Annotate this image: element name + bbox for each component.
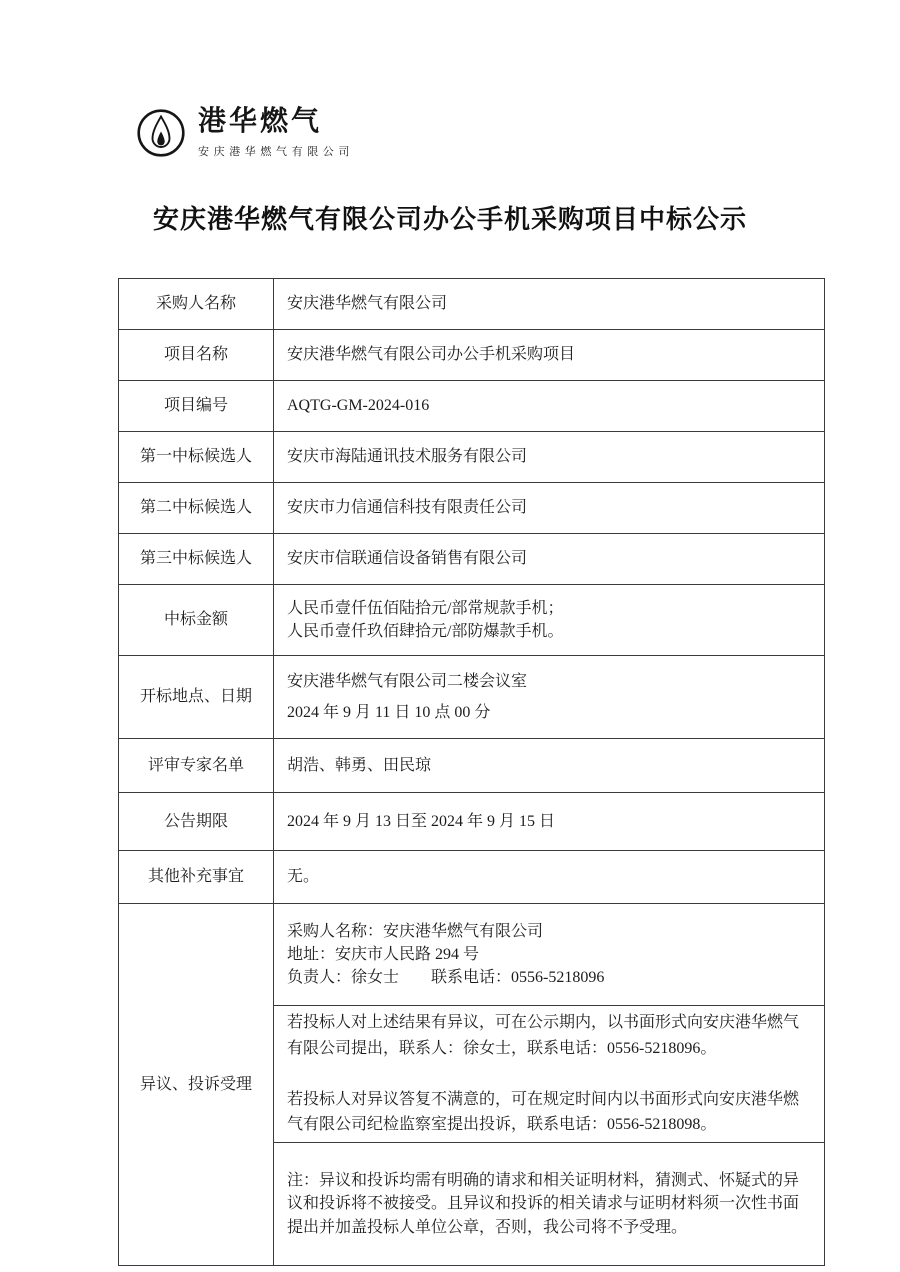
row-value xyxy=(274,656,825,739)
value-line: 人民币壹仟伍佰陆拾元/部常规款手机； xyxy=(287,599,564,617)
row-value: 安庆市海陆通讯技术服务有限公司 xyxy=(274,432,825,483)
row-label: 项目名称 xyxy=(119,330,274,381)
row-value xyxy=(274,585,825,656)
table-row-candidate-2 xyxy=(119,483,825,534)
row-value-note: 注：异议和投诉均需有明确的请求和相关证明材料，猜测式、怀疑式的异议和投诉将不被接受。且异议和投诉的相关请求与证明材料须一次性书面提出并加盖投标人单位公章，否则，我公司将不予受理。 xyxy=(274,1143,825,1266)
page-title: 安庆港华燃气有限公司办公手机采购项目中标公示 xyxy=(152,205,747,234)
table-row-purchaser xyxy=(119,279,825,330)
table-row-announcement-period xyxy=(119,793,825,851)
row-value: 安庆港华燃气有限公司办公手机采购项目 xyxy=(274,330,825,381)
row-label: 采购人名称 xyxy=(119,279,274,330)
row-label: 项目编号 xyxy=(119,381,274,432)
row-label: 第二中标候选人 xyxy=(119,483,274,534)
row-value: 胡浩、韩勇、田民琼 xyxy=(274,739,825,793)
row-value-procedure xyxy=(274,1006,825,1143)
row-label: 中标金额 xyxy=(119,585,274,656)
row-value: 安庆市力信通信科技有限责任公司 xyxy=(274,483,825,534)
row-label: 公告期限 xyxy=(119,793,274,851)
row-value: 2024 年 9 月 13 日至 2024 年 9 月 15 日 xyxy=(274,793,825,851)
row-value: 安庆港华燃气有限公司 xyxy=(274,279,825,330)
announcement-table xyxy=(118,278,825,1266)
value-line: 负责人：徐女士 联系电话：0556-5218096 xyxy=(287,969,605,987)
value-line: 2024 年 9 月 11 日 10 点 00 分 xyxy=(287,703,491,721)
row-label: 开标地点、日期 xyxy=(119,656,274,739)
value-line: 人民币壹仟玖佰肆拾元/部防爆款手机。 xyxy=(287,623,564,640)
logo-brand-text: 港华燃气 xyxy=(198,105,323,136)
row-value: 安庆市信联通信设备销售有限公司 xyxy=(274,534,825,585)
row-value: 无。 xyxy=(274,851,825,904)
row-label: 第一中标候选人 xyxy=(119,432,274,483)
table-row-project-number xyxy=(119,381,825,432)
row-label: 评审专家名单 xyxy=(119,739,274,793)
table-row-candidate-1 xyxy=(119,432,825,483)
towngas-flame-icon xyxy=(136,108,186,158)
table-row-project-name xyxy=(119,330,825,381)
value-line: 安庆港华燃气有限公司二楼会议室 xyxy=(287,673,528,691)
row-label-objection: 异议、投诉受理 xyxy=(119,904,274,1266)
logo-text-block xyxy=(198,106,354,159)
row-value: AQTG-GM-2024-016 xyxy=(274,381,825,432)
table-row-award-amount xyxy=(119,585,825,656)
value-line: 采购人名称：安庆港华燃气有限公司 xyxy=(287,922,544,940)
towngas-logo xyxy=(136,106,354,159)
objection-paragraph: 若投标人对异议答复不满意的，可在规定时间内以书面形式向安庆港华燃气有限公司纪检监察室提出投诉，联系电话：0556-5218098。 xyxy=(287,1090,800,1134)
row-label: 第三中标候选人 xyxy=(119,534,274,585)
row-label: 其他补充事宜 xyxy=(119,851,274,904)
row-value-contact xyxy=(274,904,825,1006)
table-row-experts xyxy=(119,739,825,793)
value-line: 地址：安庆市人民路 294 号 xyxy=(287,945,480,963)
table-row-bid-opening xyxy=(119,656,825,739)
table-row-objection-contact xyxy=(119,904,825,1006)
logo-subtitle-text: 安庆港华燃气有限公司 xyxy=(198,145,354,158)
objection-paragraph: 若投标人对上述结果有异议，可在公示期内，以书面形式向安庆港华燃气有限公司提出，联系人：徐女士，联系电话：0556-5218096。 xyxy=(287,1014,800,1057)
table-row-other-matters xyxy=(119,851,825,904)
table-row-candidate-3 xyxy=(119,534,825,585)
